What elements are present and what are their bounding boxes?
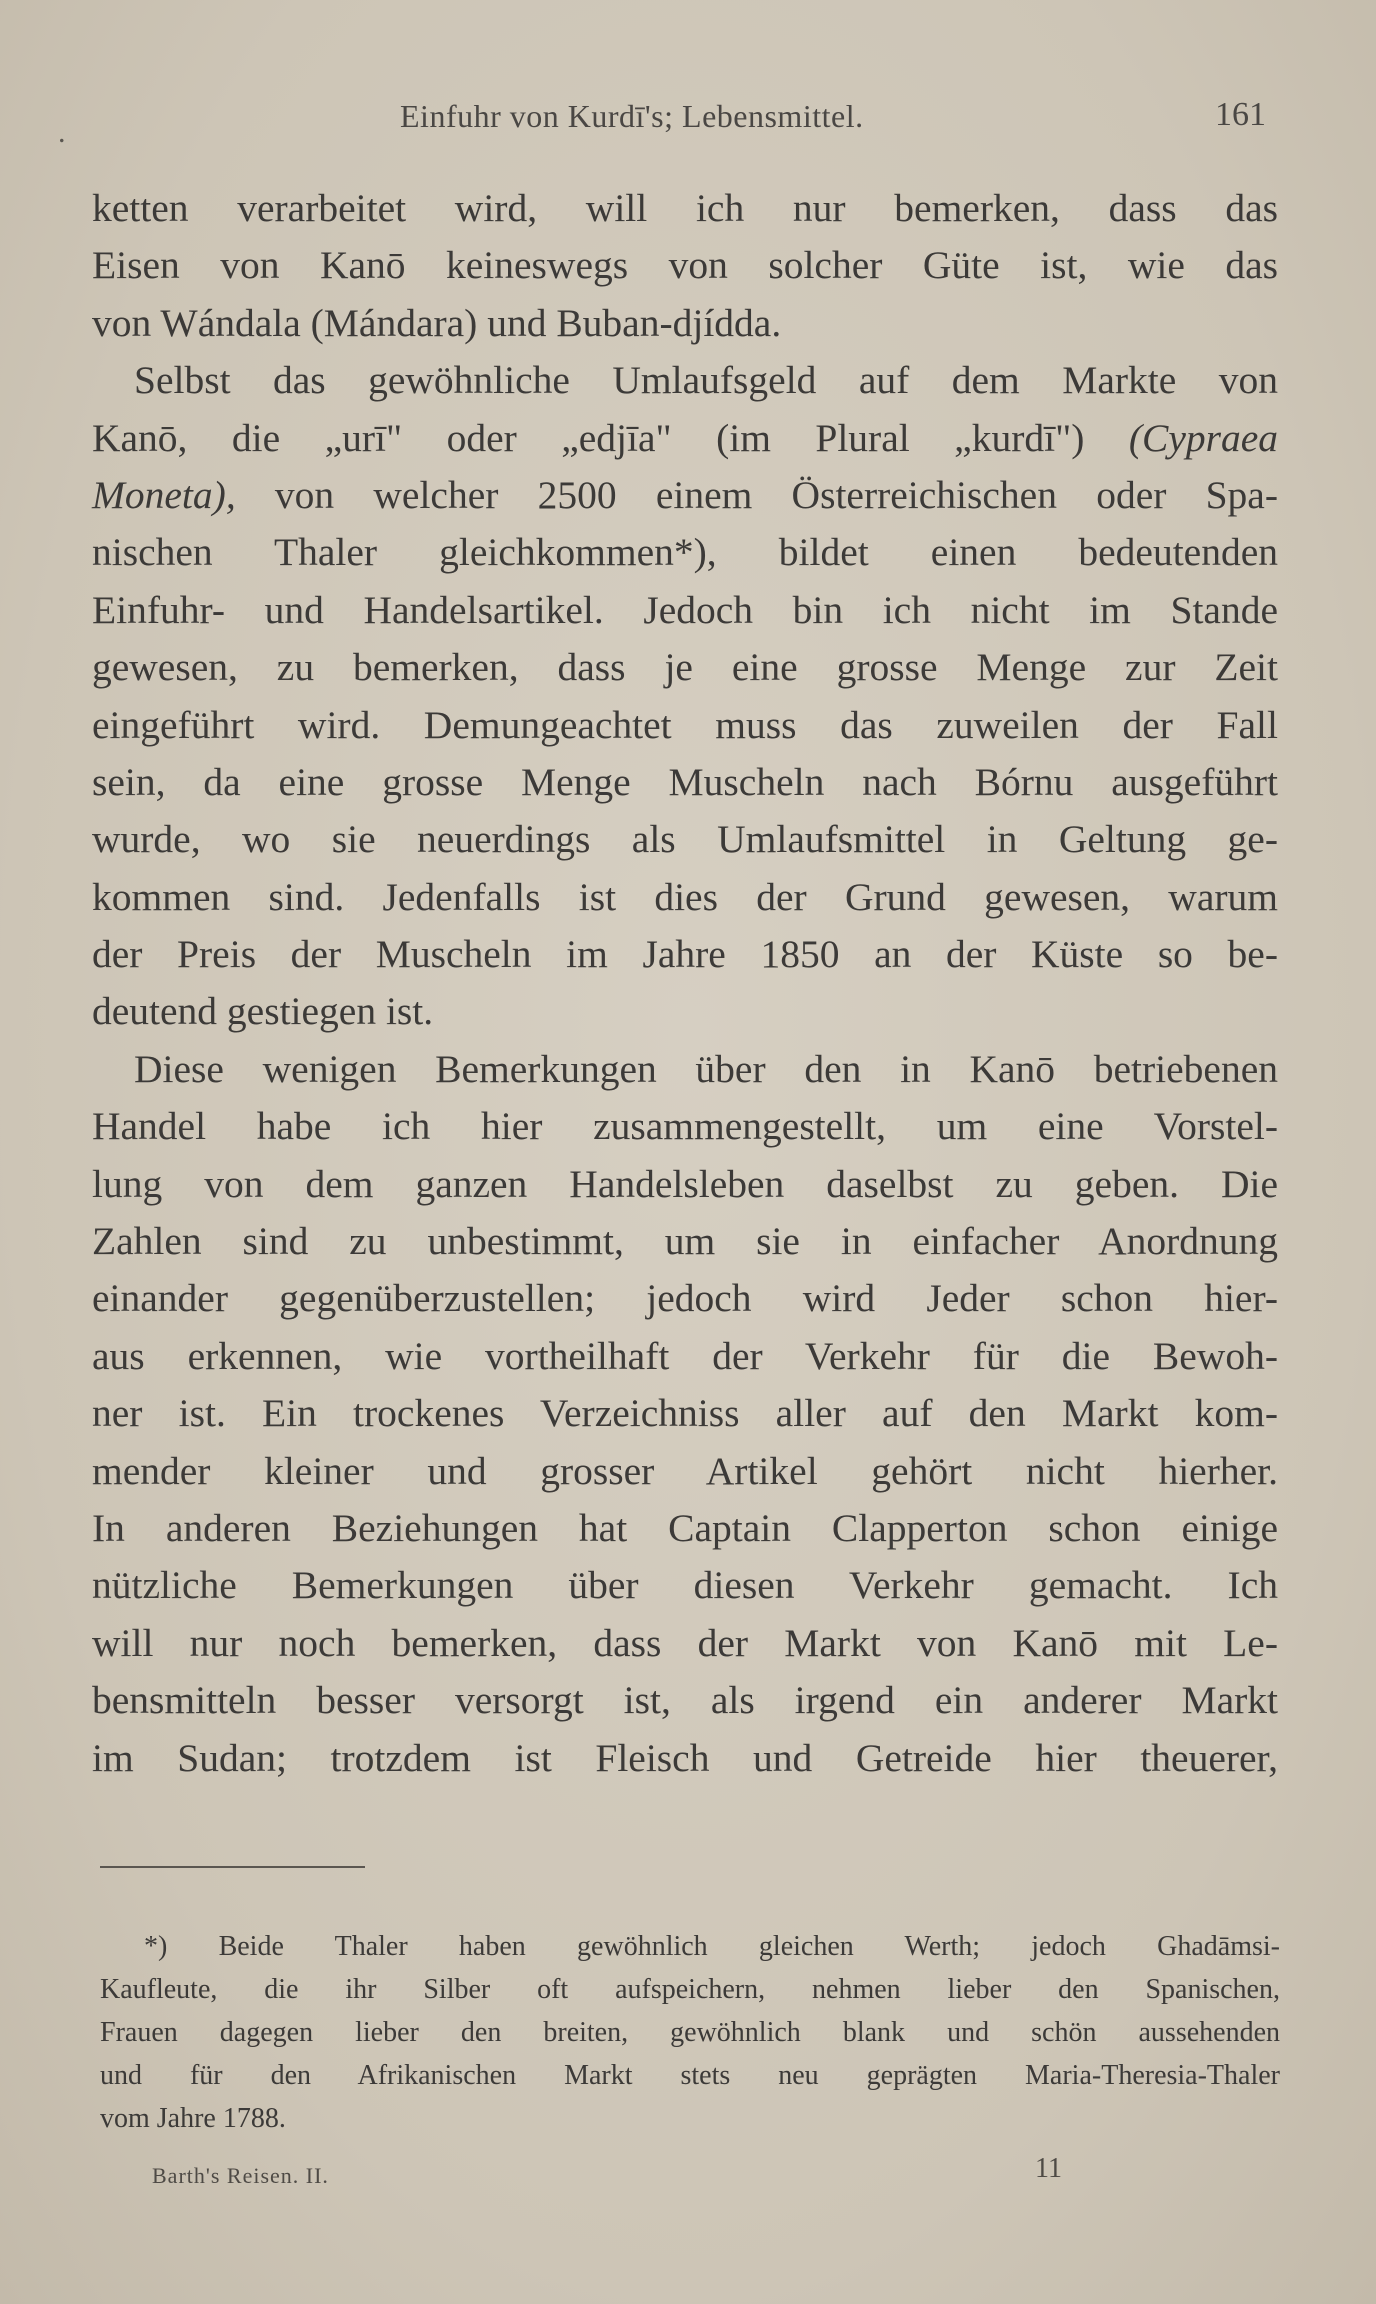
text-line: ketten verarbeitet wird, will ich nur bemerken, dass das bbox=[92, 186, 1278, 230]
text-line: mender kleiner und grosser Artikel gehört nicht hierher. bbox=[92, 1448, 1278, 1493]
text-line: sein, da eine grosse Menge Muscheln nach Bórnu ausgeführt bbox=[92, 759, 1278, 804]
text-line: Einfuhr- und Handelsartikel. Jedoch bin ich nicht im Stande bbox=[92, 587, 1278, 632]
text-line bbox=[92, 467, 1278, 524]
footnote-divider bbox=[100, 1866, 365, 1868]
text-line: eingeführt wird. Demungeachtet muss das zuweilen der Fall bbox=[92, 702, 1278, 747]
text-line bbox=[92, 410, 1278, 467]
header-dot: . bbox=[58, 116, 66, 149]
text-line: Eisen von Kanō keineswegs von solcher Güte ist, wie das bbox=[92, 243, 1278, 288]
text-line: will nur noch bemerken, dass der Markt von Kanō mit Le- bbox=[92, 1620, 1278, 1665]
page-header bbox=[0, 98, 1376, 148]
footnote bbox=[100, 1925, 1280, 2140]
text-line: der Preis der Muscheln im Jahre 1850 an der Küste so be- bbox=[92, 932, 1278, 977]
text-line: von Wándala (Mándara) und Buban-djídda. bbox=[92, 300, 782, 345]
text-line: Diese wenigen Bemerkungen über den in Kanō betriebenen bbox=[134, 1046, 1278, 1091]
text-line: Zahlen sind zu unbestimmt, um sie in einfacher Anordnung bbox=[92, 1219, 1278, 1264]
text-line: aus erkennen, wie vortheilhaft der Verkehr für die Bewoh- bbox=[92, 1333, 1278, 1378]
footnote-line: Frauen dagegen lieber den breiten, gewöhnlich blank und schön aussehenden bbox=[100, 2017, 1280, 2048]
text-line: nützliche Bemerkungen über diesen Verkehr gemacht. Ich bbox=[92, 1563, 1278, 1608]
running-title: Einfuhr von Kurdī's; Lebensmittel. bbox=[400, 98, 864, 134]
text-line: nischen Thaler gleichkommen*), bildet einen bedeutenden bbox=[92, 530, 1278, 575]
text-line: bensmitteln besser versorgt ist, als irgend ein anderer Markt bbox=[92, 1678, 1278, 1723]
text-line: gewesen, zu bemerken, dass je eine grosse Menge zur Zeit bbox=[92, 645, 1278, 690]
text-line: ner ist. Ein trockenes Verzeichniss aller auf den Markt kom- bbox=[92, 1391, 1278, 1436]
text-segment: Kanō, die „urī" oder „edjīa" (im Plural „kurdī") bbox=[92, 415, 1129, 460]
printer-signature: Barth's Reisen. II. bbox=[152, 2163, 329, 2188]
footnote-line: Kaufleute, die ihr Silber oft aufspeichern, nehmen lieber den Spanischen, bbox=[100, 1974, 1280, 2005]
text-line: kommen sind. Jedenfalls ist dies der Grund gewesen, warum bbox=[92, 874, 1278, 919]
text-segment: von welcher 2500 einem Österreichischen oder Spa- bbox=[235, 472, 1278, 517]
text-line: Handel habe ich hier zusammengestellt, um eine Vorstel- bbox=[92, 1104, 1278, 1149]
text-line: lung von dem ganzen Handelsleben daselbst zu geben. Die bbox=[92, 1161, 1278, 1206]
text-line: In anderen Beziehungen hat Captain Clapperton schon einige bbox=[92, 1505, 1278, 1550]
main-text bbox=[92, 180, 1278, 1787]
footnote-line: *) Beide Thaler haben gewöhnlich gleichen Werth; jedoch Ghadāmsi- bbox=[144, 1931, 1280, 1962]
sheet-number: 11 bbox=[1035, 2153, 1062, 2184]
text-line: einander gegenüberzustellen; jedoch wird Jeder schon hier- bbox=[92, 1276, 1278, 1321]
species-name: Moneta), bbox=[92, 472, 236, 517]
page-number: 161 bbox=[1215, 96, 1266, 133]
footnote-line: und für den Afrikanischen Markt stets neu geprägten Maria-Theresia-Thaler bbox=[100, 2060, 1280, 2091]
text-line: wurde, wo sie neuerdings als Umlaufsmittel in Geltung ge- bbox=[92, 817, 1278, 862]
footnote-line: vom Jahre 1788. bbox=[100, 2103, 286, 2134]
text-line: Selbst das gewöhnliche Umlaufsgeld auf dem Markte von bbox=[134, 358, 1278, 403]
text-line: im Sudan; trotzdem ist Fleisch und Getreide hier theuerer, bbox=[92, 1735, 1278, 1780]
species-name: (Cypraea bbox=[1128, 415, 1278, 460]
text-line: deutend gestiegen ist. bbox=[92, 989, 434, 1034]
